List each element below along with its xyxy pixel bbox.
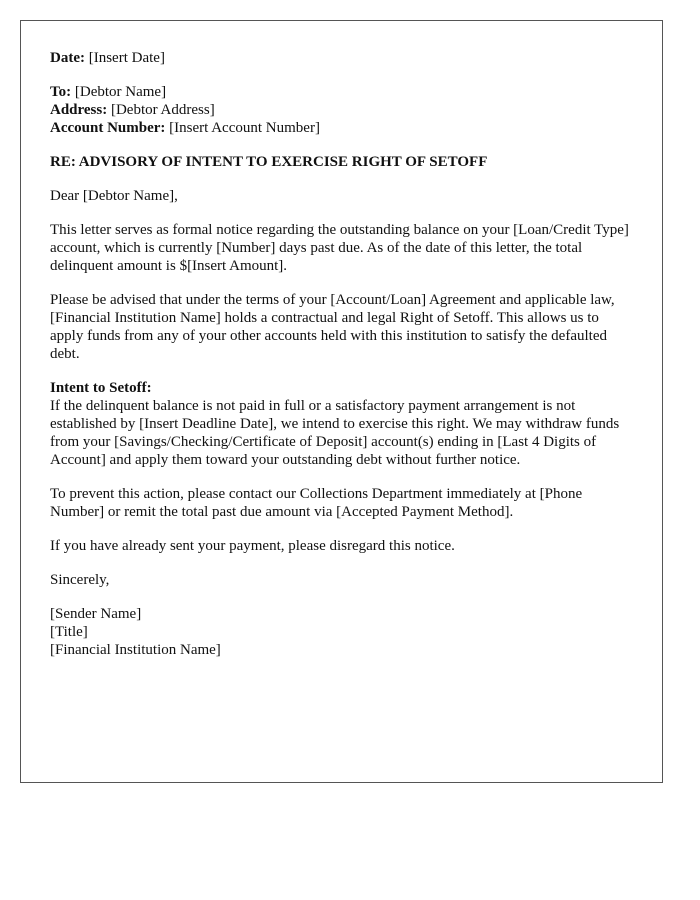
paragraph-prevent: To prevent this action, please contact our Collections Department immediately at [Phone Number] or remit the total past due amount via [Accepted Payment Method].	[50, 486, 583, 520]
paragraph-disregard: If you have already sent your payment, please disregard this notice.	[50, 538, 455, 554]
closing: Sincerely,	[50, 572, 110, 588]
paragraph-notice: This letter serves as formal notice regarding the outstanding balance on your [Loan/Credit Type] account, which is currently [Number] days past due. As of the date of this letter, the total delinquent amount is $[Insert Amount].	[50, 222, 629, 274]
date-line: Date: [Insert Date]	[50, 50, 165, 66]
letter	[20, 20, 663, 783]
signature-block: [Sender Name] [Title] [Financial Institution Name]	[50, 606, 221, 658]
recipient-block: To: [Debtor Name] Address: [Debtor Address] Account Number: [Insert Account Number]	[50, 84, 320, 136]
intent-section: Intent to Setoff: If the delinquent balance is not paid in full or a satisfactory payment arrangement is not established by [Insert Deadline Date], we intend to exercise this right. We may withdraw funds from your [Savings/Checking/Certificate of Deposit] account(s) ending in [Last 4 Digits of Account] and apply them toward your outstanding debt without further notice.	[50, 380, 620, 468]
intent-heading: Intent to Setoff:	[50, 380, 152, 396]
subject-line: RE: ADVISORY OF INTENT TO EXERCISE RIGHT OF SETOFF	[50, 154, 488, 170]
salutation: Dear [Debtor Name],	[50, 188, 178, 204]
paragraph-right-of-setoff: Please be advised that under the terms of your [Account/Loan] Agreement and applicable law, [Financial Institution Name] holds a contractual and legal Right of Setoff. This allows us to apply funds from any of your other accounts held with this institution to satisfy the defaulted debt.	[50, 292, 615, 362]
